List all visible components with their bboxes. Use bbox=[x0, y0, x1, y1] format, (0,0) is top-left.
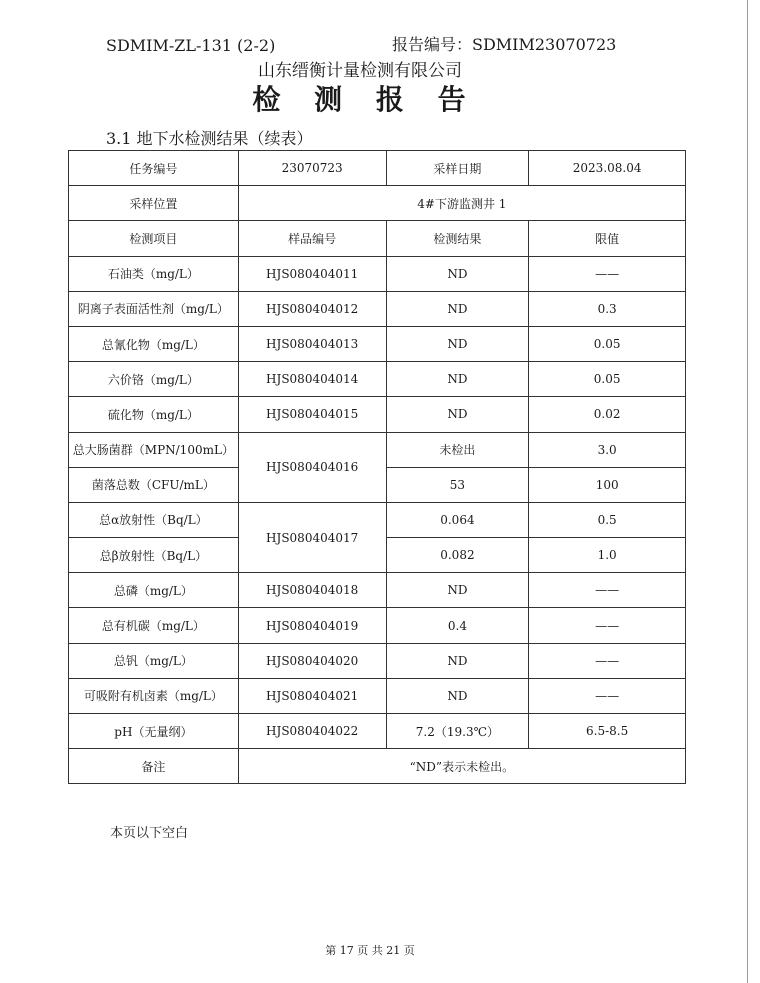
table-row bbox=[69, 608, 686, 643]
page-title: 检 测 报 告 bbox=[252, 83, 478, 116]
result-cell: ND bbox=[386, 397, 529, 432]
table-row bbox=[69, 186, 686, 221]
result-cell: ND bbox=[386, 256, 529, 291]
header-cell-result: 检测结果 bbox=[386, 221, 529, 256]
table-row bbox=[69, 432, 686, 467]
sample-cell: HJS080404012 bbox=[238, 291, 386, 326]
doc-code: SDMIM-ZL-131 (2-2) bbox=[106, 36, 276, 55]
result-cell: 0.064 bbox=[386, 502, 529, 537]
company-name: 山东缙衡计量检测有限公司 bbox=[258, 61, 462, 81]
table-row bbox=[69, 714, 686, 749]
location-cell: 4#下游监测井 1 bbox=[238, 186, 685, 221]
location-label-cell: 采样位置 bbox=[69, 186, 239, 221]
item-cell: 阴离子表面活性剂（mg/L） bbox=[69, 291, 239, 326]
page-footer: 第 17 页 共 21 页 bbox=[325, 944, 415, 957]
table-row bbox=[69, 256, 686, 291]
sample-cell: HJS080404019 bbox=[238, 608, 386, 643]
result-cell: ND bbox=[386, 362, 529, 397]
sample-cell: HJS080404013 bbox=[238, 326, 386, 361]
table-row bbox=[69, 397, 686, 432]
limit-cell: —— bbox=[529, 643, 686, 678]
remark-cell: “ND”表示未检出。 bbox=[238, 749, 685, 784]
sample-cell: HJS080404017 bbox=[238, 502, 386, 572]
blank-page-note: 本页以下空白 bbox=[110, 826, 189, 841]
sample-cell: HJS080404022 bbox=[238, 714, 386, 749]
sample-cell: HJS080404020 bbox=[238, 643, 386, 678]
table-header-row bbox=[69, 221, 686, 256]
table-row bbox=[69, 573, 686, 608]
result-cell: ND bbox=[386, 678, 529, 713]
item-cell: 石油类（mg/L） bbox=[69, 256, 239, 291]
item-cell: 总α放射性（Bq/L） bbox=[69, 502, 239, 537]
result-cell: ND bbox=[386, 326, 529, 361]
date-label-cell: 采样日期 bbox=[386, 151, 529, 186]
item-cell: 总钒（mg/L） bbox=[69, 643, 239, 678]
limit-cell: —— bbox=[529, 608, 686, 643]
item-cell: 总大肠菌群（MPN/100mL） bbox=[69, 432, 239, 467]
table-row bbox=[69, 749, 686, 784]
results-table bbox=[68, 150, 686, 784]
table-row bbox=[69, 643, 686, 678]
result-cell: 未检出 bbox=[386, 432, 529, 467]
task-label-cell: 任务编号 bbox=[69, 151, 239, 186]
report-number: 报告编号：SDMIM23070723 bbox=[392, 35, 617, 54]
date-cell: 2023.08.04 bbox=[529, 151, 686, 186]
limit-cell: —— bbox=[529, 256, 686, 291]
result-cell: 53 bbox=[386, 467, 529, 502]
table-row bbox=[69, 291, 686, 326]
header-cell-item: 检测项目 bbox=[69, 221, 239, 256]
item-cell: 总β放射性（Bq/L） bbox=[69, 538, 239, 573]
remark-label-cell: 备注 bbox=[69, 749, 239, 784]
item-cell: 总氰化物（mg/L） bbox=[69, 326, 239, 361]
limit-cell: 0.02 bbox=[529, 397, 686, 432]
sample-cell: HJS080404015 bbox=[238, 397, 386, 432]
header-cell-sample: 样品编号 bbox=[238, 221, 386, 256]
sample-cell: HJS080404014 bbox=[238, 362, 386, 397]
item-cell: 菌落总数（CFU/mL） bbox=[69, 467, 239, 502]
table-row bbox=[69, 326, 686, 361]
sample-cell: HJS080404018 bbox=[238, 573, 386, 608]
limit-cell: 0.5 bbox=[529, 502, 686, 537]
header-cell-limit: 限值 bbox=[529, 221, 686, 256]
limit-cell: 3.0 bbox=[529, 432, 686, 467]
item-cell: 硫化物（mg/L） bbox=[69, 397, 239, 432]
table-row bbox=[69, 362, 686, 397]
result-cell: 7.2（19.3℃） bbox=[386, 714, 529, 749]
sample-cell: HJS080404021 bbox=[238, 678, 386, 713]
table-row bbox=[69, 678, 686, 713]
limit-cell: 1.0 bbox=[529, 538, 686, 573]
result-cell: 0.082 bbox=[386, 538, 529, 573]
limit-cell: 6.5-8.5 bbox=[529, 714, 686, 749]
item-cell: 六价铬（mg/L） bbox=[69, 362, 239, 397]
limit-cell: 0.3 bbox=[529, 291, 686, 326]
sample-cell: HJS080404011 bbox=[238, 256, 386, 291]
result-cell: ND bbox=[386, 291, 529, 326]
section-title: 3.1 地下水检测结果（续表） bbox=[106, 129, 313, 148]
page-edge-line bbox=[747, 0, 748, 983]
limit-cell: 100 bbox=[529, 467, 686, 502]
item-cell: 可吸附有机卤素（mg/L） bbox=[69, 678, 239, 713]
result-cell: ND bbox=[386, 573, 529, 608]
item-cell: 总有机碳（mg/L） bbox=[69, 608, 239, 643]
item-cell: 总磷（mg/L） bbox=[69, 573, 239, 608]
table-row bbox=[69, 502, 686, 537]
limit-cell: —— bbox=[529, 573, 686, 608]
limit-cell: —— bbox=[529, 678, 686, 713]
limit-cell: 0.05 bbox=[529, 362, 686, 397]
result-cell: ND bbox=[386, 643, 529, 678]
task-number-cell: 23070723 bbox=[238, 151, 386, 186]
limit-cell: 0.05 bbox=[529, 326, 686, 361]
item-cell: pH（无量纲） bbox=[69, 714, 239, 749]
result-cell: 0.4 bbox=[386, 608, 529, 643]
sample-cell: HJS080404016 bbox=[238, 432, 386, 502]
table-row bbox=[69, 151, 686, 186]
